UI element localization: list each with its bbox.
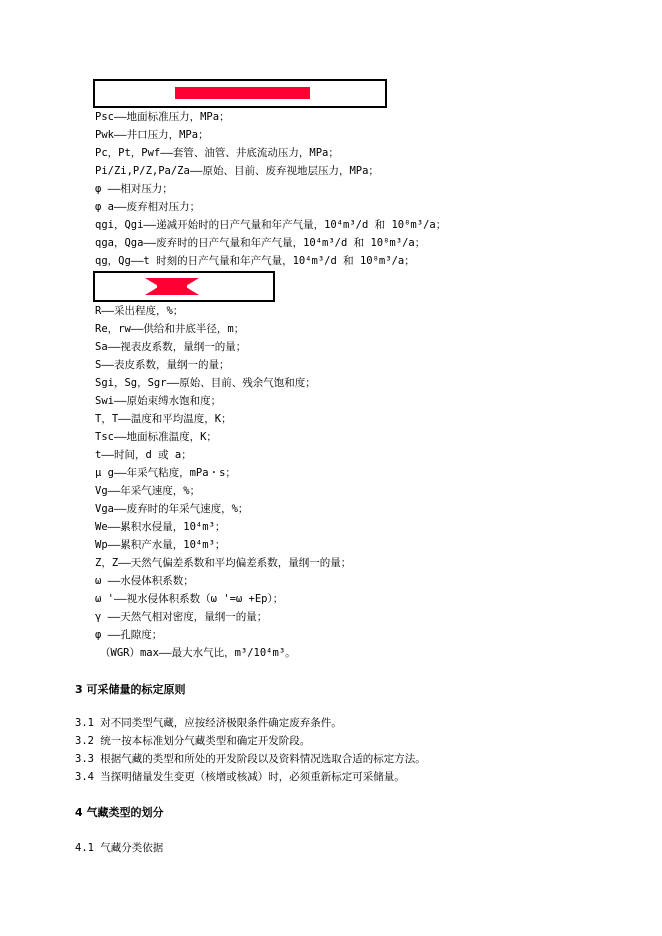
symbol-line: Pc，Pt，Pwf——套管、油管、井底流动压力，MPa；	[95, 147, 339, 159]
redaction-mark	[95, 273, 273, 300]
symbol-line: Psc——地面标准压力，MPa；	[95, 111, 230, 123]
symbol-line: ω ——水侵体积系数；	[95, 575, 194, 587]
symbol-line: qgi，Qgi——递减开始时的日产气量和年产气量，10⁴m³/d 和 10⁸m³/a；	[95, 219, 447, 231]
symbol-line: γ ——天然气相对密度，量纲一的量；	[95, 611, 268, 623]
symbol-line: T，T——温度和平均温度，K；	[95, 413, 232, 425]
symbol-line: qga，Qga——废弃时的日产气量和年产气量，10⁴m³/d 和 10⁸m³/a；	[95, 237, 426, 249]
symbol-line: φ ——相对压力；	[95, 183, 173, 195]
symbol-line: φ a——废弃相对压力；	[95, 201, 201, 213]
section-3-item: 3.1 对不同类型气藏，应按经济极限条件确定废弃条件。	[75, 717, 342, 729]
symbol-line: ω '——视水侵体积系数（ω '=ω +Ep）；	[95, 593, 284, 605]
section-4-item: 4.1 气藏分类依据	[75, 842, 164, 854]
symbol-line: Vga——废弃时的年采气速度，%；	[95, 503, 249, 515]
symbol-line: μ g——年采气粘度，mPa・s；	[95, 467, 236, 479]
section-3-title: 3 可采储量的标定原则	[75, 683, 186, 696]
symbol-line: φ ——孔隙度；	[95, 629, 163, 641]
redaction-bar	[175, 87, 310, 99]
symbol-line: Wp——累积产水量，10⁴m³；	[95, 539, 226, 551]
redacted-label-box	[93, 271, 275, 302]
section-3-item: 3.3 根据气藏的类型和所处的开发阶段以及资料情况选取合适的标定方法。	[75, 753, 426, 765]
symbol-line: Pwk——井口压力，MPa；	[95, 129, 209, 141]
symbol-line: We——累积水侵量，10⁴m³；	[95, 521, 226, 533]
symbol-line: Tsc——地面标准温度，K；	[95, 431, 217, 443]
symbol-line: R——采出程度，%；	[95, 305, 184, 317]
symbol-line: Vg——年采气速度，%；	[95, 485, 201, 497]
symbol-line: Z，Z——天然气偏差系数和平均偏差系数，量纲一的量；	[95, 557, 352, 569]
section-4-title: 4 气藏类型的划分	[75, 806, 164, 819]
symbol-line: Sa——视表皮系数，量纲一的量；	[95, 341, 247, 353]
section-3-item: 3.2 统一按本标准划分气藏类型和确定开发阶段。	[75, 735, 311, 747]
symbol-line: Pi/Zi,P/Z,Pa/Za——原始、目前、废弃视地层压力，MPa；	[95, 165, 379, 177]
symbol-line: S——表皮系数，量纲一的量；	[95, 359, 230, 371]
symbol-line: （WGR）max——最大水气比，m³/10⁴m³。	[100, 647, 296, 659]
section-3-item: 3.4 当探明储量发生变更（核增或核减）时，必须重新标定可采储量。	[75, 771, 405, 783]
symbol-line: Re，rw——供给和井底半径，m；	[95, 323, 245, 335]
redacted-header-box	[93, 79, 387, 108]
symbol-line: qg，Qg——t 时刻的日产气量和年产气量，10⁴m³/d 和 10⁸m³/a；	[95, 255, 415, 267]
symbol-line: Sgi，Sg，Sgr——原始、目前、残余气饱和度；	[95, 377, 316, 389]
symbol-line: t——时间，d 或 a；	[95, 449, 192, 461]
symbol-line: Swi——原始束缚水饱和度；	[95, 395, 222, 407]
